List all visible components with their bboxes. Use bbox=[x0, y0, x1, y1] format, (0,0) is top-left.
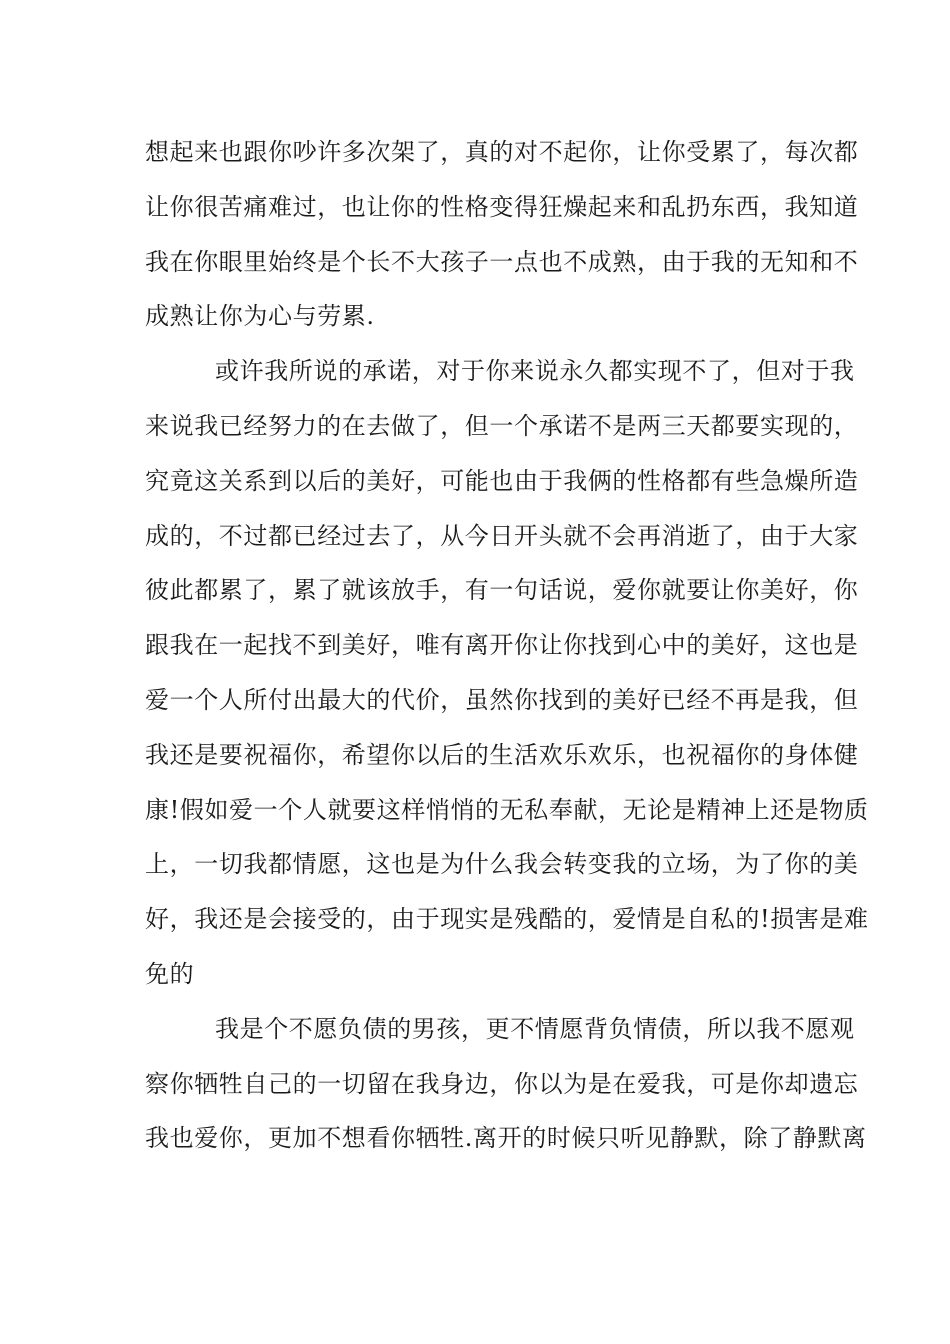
text-line: 彼此都累了，累了就该放手，有一句话说，爱你就要让你美好，你 bbox=[145, 576, 859, 605]
text-line: 爱一个人所付出最大的代价，虽然你找到的美好已经不再是我，但 bbox=[145, 685, 859, 714]
text-line: 成熟让你为心与劳累. bbox=[145, 302, 375, 331]
text-line: 我在你眼里始终是个长不大孩子一点也不成熟，由于我的无知和不 bbox=[145, 247, 859, 276]
text-line: 究竟这关系到以后的美好，可能也由于我俩的性格都有些急燥所造 bbox=[145, 466, 859, 495]
text-line: 免的 bbox=[145, 959, 195, 988]
text-line: 上，一切我都情愿，这也是为什么我会转变我的立场，为了你的美 bbox=[145, 850, 859, 879]
text-line: 我也爱你，更加不想看你牺牲.离开的时候只听见静默，除了静默离 bbox=[145, 1124, 867, 1153]
text-line: 想起来也跟你吵许多次架了，真的对不起你，让你受累了，每次都 bbox=[145, 138, 859, 166]
text-line: 察你牺牲自己的一切留在我身边，你以为是在爱我，可是你却遗忘 bbox=[145, 1069, 859, 1098]
text-line: 让你很苦痛难过，也让你的性格变得狂燥起来和乱扔东西，我知道 bbox=[145, 192, 859, 221]
text-line: 来说我已经努力的在去做了，但一个承诺不是两三天都要实现的， bbox=[145, 411, 859, 440]
text-line: 康!假如爱一个人就要这样悄悄的无私奉献，无论是精神上还是物质 bbox=[145, 795, 869, 824]
body-text bbox=[145, 130, 869, 1171]
paragraph-start-line: 我是个不愿负债的男孩，更不情愿背负情债，所以我不愿观 bbox=[215, 1014, 855, 1043]
text-line: 我还是要祝福你，希望你以后的生活欢乐欢乐，也祝福你的身体健 bbox=[145, 740, 859, 769]
text-line: 成的，不过都已经过去了，从今日开头就不会再消逝了，由于大家 bbox=[145, 521, 859, 550]
text-line: 好，我还是会接受的，由于现实是残酷的，爱情是自私的!损害是难 bbox=[145, 905, 869, 934]
text-line: 跟我在一起找不到美好，唯有离开你让你找到心中的美好，这也是 bbox=[145, 631, 859, 660]
paragraph-start-line: 或许我所说的承诺，对于你来说永久都实现不了，但对于我 bbox=[215, 357, 855, 386]
